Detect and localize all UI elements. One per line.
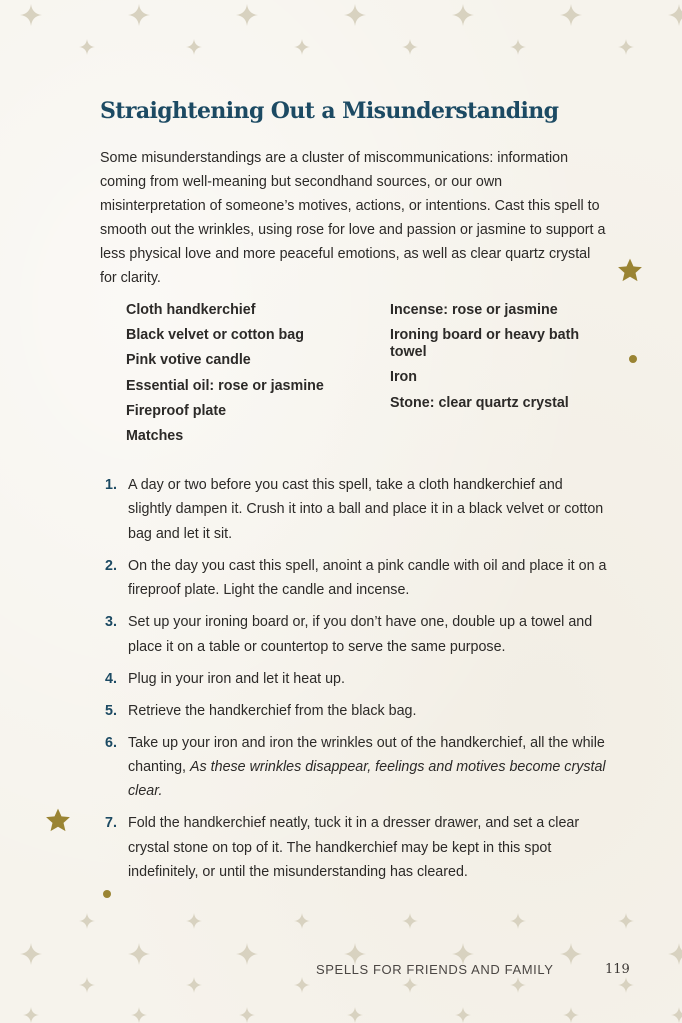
step-item bbox=[105, 699, 610, 723]
gold-star-icon bbox=[617, 257, 643, 283]
material-item: Essential oil: rose or jasmine bbox=[126, 377, 324, 394]
sparkle-icon bbox=[294, 913, 310, 929]
sparkle-icon bbox=[236, 943, 258, 965]
sparkle-icon bbox=[186, 977, 202, 993]
sparkle-icon bbox=[294, 39, 310, 55]
running-footer-section: SPELLS FOR FRIENDS AND FAMILY bbox=[316, 962, 554, 977]
sparkle-icon bbox=[347, 1007, 363, 1023]
step-number: 1. bbox=[105, 477, 117, 493]
gold-dot-icon bbox=[629, 355, 637, 363]
step-number: 2. bbox=[105, 557, 117, 574]
material-item: Matches bbox=[126, 427, 184, 444]
materials-list bbox=[126, 302, 606, 453]
sparkle-icon bbox=[560, 4, 582, 26]
step-text-body: On the day you cast this spell, anoint a pink candle with oil and place it on a fireproof plate. Light the candle and incense. bbox=[128, 557, 607, 599]
step-item bbox=[105, 811, 610, 884]
sparkle-icon bbox=[186, 39, 202, 55]
sparkle-icon bbox=[560, 943, 582, 965]
sparkle-icon bbox=[402, 913, 418, 929]
step-item bbox=[105, 473, 610, 546]
intro-paragraph: Some misunderstandings are a cluster of miscommunications: information coming from well-meaning but secondhand sources, or our own misinterpretation of someone’s motives, actions, or intentions. Cast this spell to smooth out the wrinkles, using rose for love and passion or jasmine to support a less physical love and more peaceful emotions, as well as clear quartz crystal for clarity. bbox=[100, 150, 606, 286]
step-text-body: Retrieve the handkerchief from the black bag. bbox=[128, 702, 417, 719]
step-text bbox=[128, 699, 610, 723]
step-item bbox=[105, 731, 610, 804]
sparkle-icon bbox=[20, 943, 42, 965]
sparkle-icon bbox=[563, 1007, 579, 1023]
step-text bbox=[128, 610, 610, 659]
step-item bbox=[105, 554, 610, 603]
sparkle-icon bbox=[618, 39, 634, 55]
step-number: 4. bbox=[105, 670, 117, 687]
sparkle-icon bbox=[79, 39, 95, 55]
sparkle-icon bbox=[20, 4, 42, 26]
sparkle-icon bbox=[510, 977, 526, 993]
sparkle-icon bbox=[344, 4, 366, 26]
sparkle-icon bbox=[618, 913, 634, 929]
step-number: 5. bbox=[105, 702, 117, 719]
sparkle-icon bbox=[23, 1007, 39, 1023]
step-number: 7. bbox=[105, 815, 117, 832]
material-item: Pink votive candle bbox=[126, 352, 251, 369]
chant-text: As these wrinkles disappear, feelings and motives become crystal clear. bbox=[128, 759, 606, 800]
step-text-body: A day or two before you cast this spell, take a cloth handkerchief and slightly dampen it. Crush it into a ball and place it in a black velvet or cotton bag and let it sit. bbox=[128, 477, 604, 542]
material-item: Iron bbox=[390, 369, 418, 386]
step-item bbox=[105, 667, 610, 691]
sparkle-icon bbox=[455, 1007, 471, 1023]
step-text bbox=[128, 473, 610, 546]
step-number: 6. bbox=[105, 734, 117, 751]
step-text bbox=[128, 554, 610, 603]
steps-list bbox=[105, 473, 610, 892]
step-text-body: Take up your iron and iron the wrinkles out of the handkerchief, all the while chanting, bbox=[128, 734, 605, 776]
gold-star-icon bbox=[45, 807, 71, 833]
sparkle-icon bbox=[671, 1007, 682, 1023]
sparkle-icon bbox=[668, 943, 682, 965]
step-text-body: Set up your ironing board or, if you don’t have one, double up a towel and place it on a table or countertop to serve the same purpose. bbox=[128, 614, 593, 655]
materials-column-left bbox=[126, 302, 390, 453]
material-item: Fireproof plate bbox=[126, 402, 227, 419]
sparkle-icon bbox=[128, 943, 150, 965]
sparkle-icon bbox=[79, 977, 95, 993]
sparkle-icon bbox=[510, 913, 526, 929]
sparkle-icon bbox=[239, 1007, 255, 1023]
step-number: 3. bbox=[105, 614, 117, 631]
sparkle-icon bbox=[402, 977, 418, 993]
step-text bbox=[128, 811, 610, 884]
sparkle-icon bbox=[79, 913, 95, 929]
sparkle-icon bbox=[510, 39, 526, 55]
sparkle-icon bbox=[186, 913, 202, 929]
step-text bbox=[128, 731, 610, 804]
material-item: Black velvet or cotton bag bbox=[126, 327, 304, 344]
sparkle-icon bbox=[236, 4, 258, 26]
step-item bbox=[105, 610, 610, 659]
material-item: Ironing board or heavy bath towel bbox=[390, 327, 580, 361]
sparkle-icon bbox=[402, 39, 418, 55]
step-text-body: Plug in your iron and let it heat up. bbox=[128, 670, 345, 687]
page-title: Straightening Out a Misunderstanding bbox=[100, 98, 559, 124]
sparkle-icon bbox=[668, 4, 682, 26]
step-text-body: Fold the handkerchief neatly, tuck it in a dresser drawer, and set a clear crystal stone on top of it. The handkerchief may be kept in this spot indefinitely, or until the misunderstanding has cleared. bbox=[128, 815, 580, 881]
sparkle-icon bbox=[131, 1007, 147, 1023]
material-item: Cloth handkerchief bbox=[126, 302, 256, 318]
material-item: Stone: clear quartz crystal bbox=[390, 394, 569, 411]
sparkle-icon bbox=[294, 977, 310, 993]
sparkle-icon bbox=[452, 4, 474, 26]
step-text bbox=[128, 667, 610, 691]
materials-column-right bbox=[390, 302, 580, 453]
sparkle-icon bbox=[618, 977, 634, 993]
sparkle-icon bbox=[128, 4, 150, 26]
material-item: Incense: rose or jasmine bbox=[390, 302, 558, 318]
page-number: 119 bbox=[605, 962, 630, 977]
